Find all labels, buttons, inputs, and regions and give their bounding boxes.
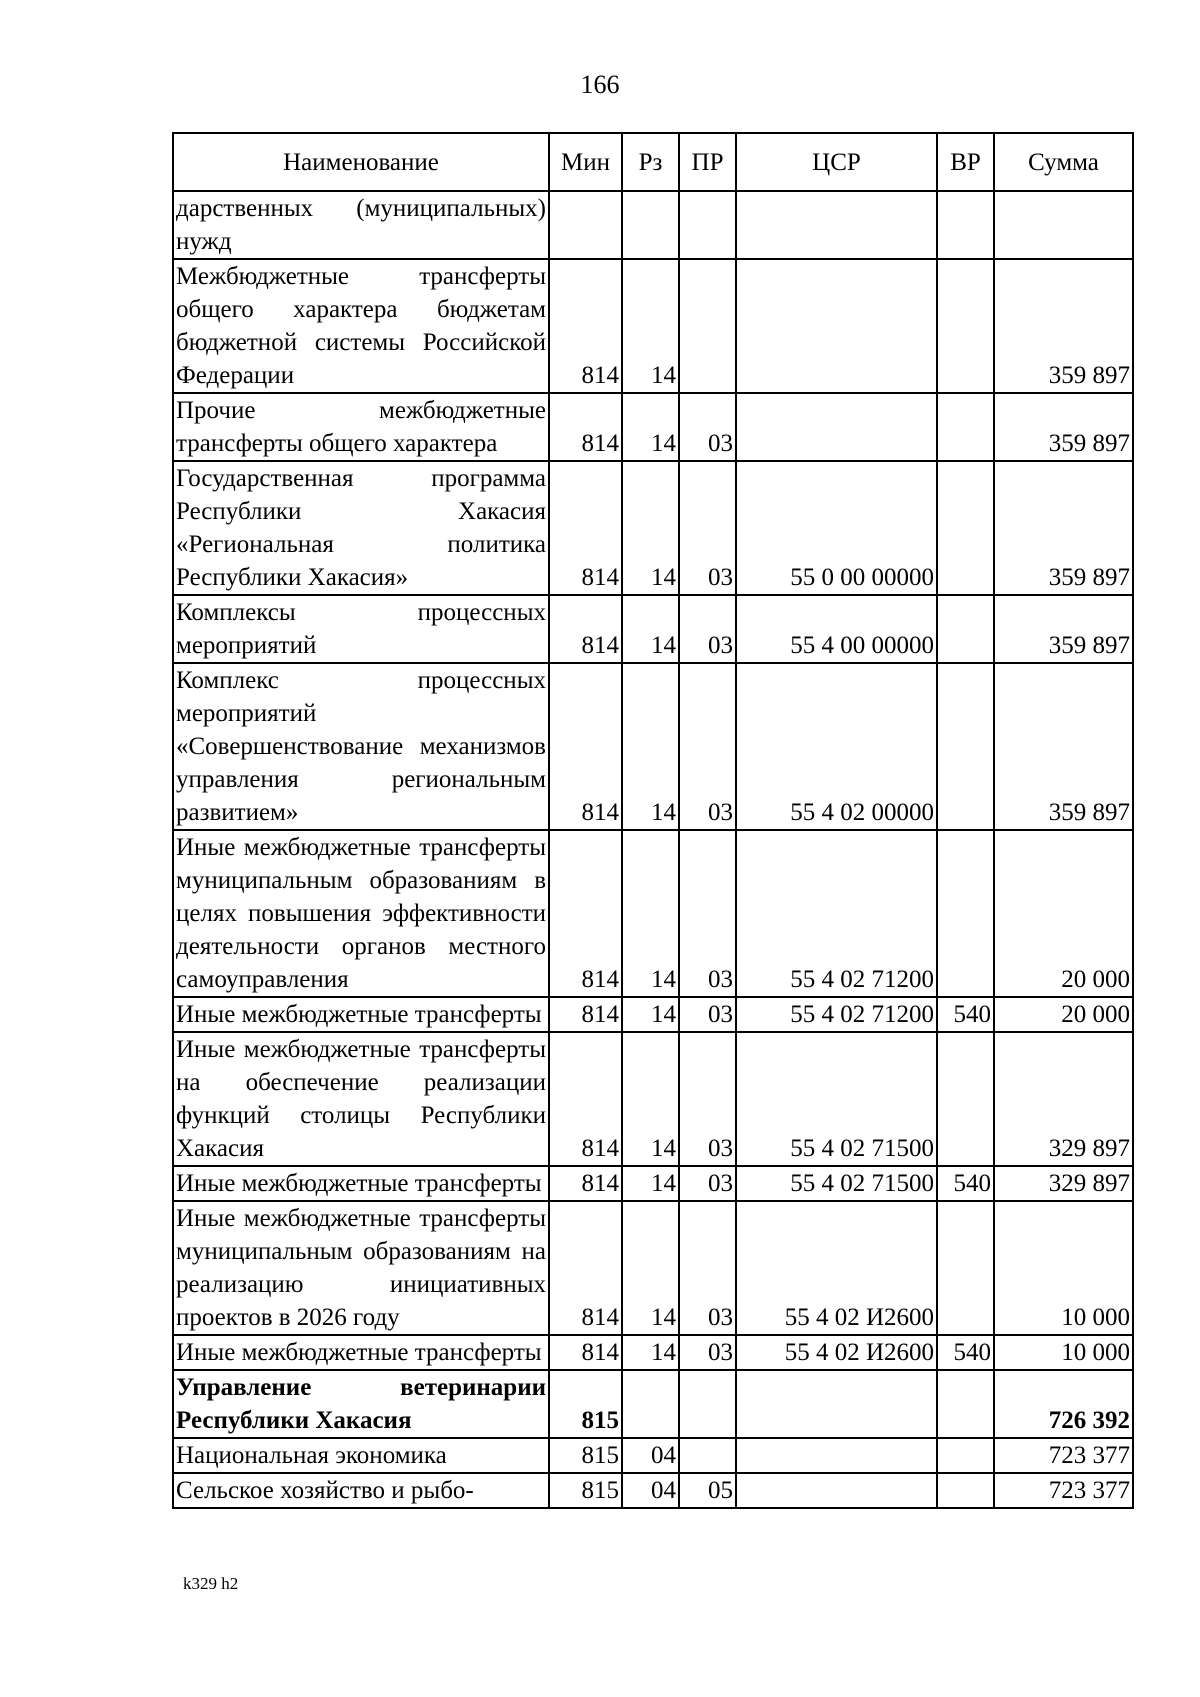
cell-name: Сельское хозяйство и рыбо-	[173, 1473, 549, 1508]
cell-pr: 03	[679, 461, 736, 595]
cell-rz: 14	[622, 830, 679, 997]
cell-min: 814	[549, 997, 622, 1032]
cell-min: 814	[549, 1335, 622, 1370]
table-row	[173, 393, 1133, 461]
cell-rz: 14	[622, 393, 679, 461]
table-header-row	[173, 133, 1133, 191]
cell-rz: 14	[622, 997, 679, 1032]
cell-pr: 03	[679, 393, 736, 461]
cell-csr: 55 4 02 71200	[736, 830, 937, 997]
cell-sum: 723 377	[994, 1438, 1133, 1473]
cell-vr	[937, 191, 994, 259]
header-min: Мин	[549, 133, 622, 191]
cell-sum: 359 897	[994, 259, 1133, 393]
cell-min: 814	[549, 1166, 622, 1201]
cell-rz: 14	[622, 259, 679, 393]
page-number: 166	[580, 70, 620, 99]
cell-csr: 55 4 02 И2600	[736, 1201, 937, 1335]
cell-name: Иные межбюджетные трансферты	[173, 997, 549, 1032]
cell-vr: 540	[937, 1335, 994, 1370]
cell-rz: 14	[622, 1201, 679, 1335]
table-row	[173, 595, 1133, 663]
table-row	[173, 1473, 1133, 1508]
cell-pr: 03	[679, 1201, 736, 1335]
cell-rz: 14	[622, 1166, 679, 1201]
table-row	[173, 997, 1133, 1032]
cell-rz: 14	[622, 663, 679, 830]
cell-min: 814	[549, 1032, 622, 1166]
cell-pr: 03	[679, 1335, 736, 1370]
cell-min: 815	[549, 1438, 622, 1473]
table-row	[173, 663, 1133, 830]
table-body	[173, 191, 1133, 1508]
cell-name: Иные межбюджетные трансферты муниципальным образованиям в целях повышения эффективности деятельности органов местного самоуправления	[173, 830, 549, 997]
cell-pr: 03	[679, 1032, 736, 1166]
cell-rz: 14	[622, 1032, 679, 1166]
cell-vr	[937, 393, 994, 461]
header-name: Наименование	[173, 133, 549, 191]
cell-min: 814	[549, 830, 622, 997]
cell-name: Национальная экономика	[173, 1438, 549, 1473]
cell-vr	[937, 461, 994, 595]
cell-sum: 329 897	[994, 1032, 1133, 1166]
cell-sum: 726 392	[994, 1370, 1133, 1438]
cell-sum: 20 000	[994, 997, 1133, 1032]
cell-name: Прочие межбюджетные трансферты общего характера	[173, 393, 549, 461]
cell-csr: 55 4 02 И2600	[736, 1335, 937, 1370]
cell-pr: 03	[679, 830, 736, 997]
cell-vr	[937, 1370, 994, 1438]
cell-min: 814	[549, 595, 622, 663]
cell-pr	[679, 1370, 736, 1438]
table-row	[173, 1166, 1133, 1201]
cell-vr	[937, 830, 994, 997]
cell-csr	[736, 393, 937, 461]
cell-name: Иные межбюджетные трансферты на обеспечение реализации функций столицы Республики Хакасия	[173, 1032, 549, 1166]
cell-vr: 540	[937, 1166, 994, 1201]
cell-sum: 329 897	[994, 1166, 1133, 1201]
cell-min: 814	[549, 461, 622, 595]
header-vr: ВР	[937, 133, 994, 191]
cell-pr: 03	[679, 1166, 736, 1201]
table-row	[173, 1201, 1133, 1335]
table-row	[173, 461, 1133, 595]
table-row	[173, 1335, 1133, 1370]
cell-name: Государственная программа Республики Хакасия «Региональная политика Республики Хакасия»	[173, 461, 549, 595]
cell-name: Управление ветеринарии Республики Хакасия	[173, 1370, 549, 1438]
cell-csr	[736, 259, 937, 393]
cell-min: 814	[549, 1201, 622, 1335]
cell-csr	[736, 191, 937, 259]
cell-pr: 03	[679, 595, 736, 663]
cell-name: Иные межбюджетные трансферты	[173, 1166, 549, 1201]
cell-csr	[736, 1473, 937, 1508]
cell-name: Межбюджетные трансферты общего характера бюджетам бюджетной системы Российской Федерации	[173, 259, 549, 393]
footer-code: k329 h2	[183, 1574, 239, 1593]
cell-rz: 04	[622, 1438, 679, 1473]
cell-csr: 55 4 02 71500	[736, 1032, 937, 1166]
table-row	[173, 1370, 1133, 1438]
cell-vr: 540	[937, 997, 994, 1032]
cell-min: 814	[549, 393, 622, 461]
cell-min: 814	[549, 259, 622, 393]
cell-csr: 55 4 02 71200	[736, 997, 937, 1032]
cell-sum: 10 000	[994, 1335, 1133, 1370]
cell-csr: 55 4 02 71500	[736, 1166, 937, 1201]
table-row	[173, 259, 1133, 393]
cell-sum: 10 000	[994, 1201, 1133, 1335]
cell-vr	[937, 595, 994, 663]
cell-csr: 55 4 02 00000	[736, 663, 937, 830]
cell-min: 815	[549, 1473, 622, 1508]
cell-name: Иные межбюджетные трансферты муниципальным образованиям на реализацию инициативных проектов в 2026 году	[173, 1201, 549, 1335]
cell-csr	[736, 1438, 937, 1473]
cell-sum: 359 897	[994, 663, 1133, 830]
cell-name: дарственных (муниципальных) нужд	[173, 191, 549, 259]
cell-name: Иные межбюджетные трансферты	[173, 1335, 549, 1370]
cell-sum	[994, 191, 1133, 259]
cell-sum: 359 897	[994, 461, 1133, 595]
cell-rz: 14	[622, 1335, 679, 1370]
cell-vr	[937, 1201, 994, 1335]
cell-min: 814	[549, 663, 622, 830]
cell-vr	[937, 1032, 994, 1166]
cell-rz	[622, 1370, 679, 1438]
header-sum: Сумма	[994, 133, 1133, 191]
header-rz: Рз	[622, 133, 679, 191]
table-row	[173, 1438, 1133, 1473]
table-row	[173, 1032, 1133, 1166]
cell-sum: 723 377	[994, 1473, 1133, 1508]
cell-pr: 03	[679, 663, 736, 830]
cell-rz	[622, 191, 679, 259]
cell-min: 815	[549, 1370, 622, 1438]
cell-sum: 20 000	[994, 830, 1133, 997]
cell-vr	[937, 1473, 994, 1508]
cell-rz: 14	[622, 595, 679, 663]
cell-sum: 359 897	[994, 595, 1133, 663]
cell-min	[549, 191, 622, 259]
table-row	[173, 830, 1133, 997]
cell-vr	[937, 663, 994, 830]
cell-name: Комплекс процессных мероприятий «Совершенствование механизмов управления региональным развитием»	[173, 663, 549, 830]
cell-pr	[679, 1438, 736, 1473]
cell-rz: 14	[622, 461, 679, 595]
cell-pr	[679, 191, 736, 259]
cell-pr: 05	[679, 1473, 736, 1508]
cell-csr: 55 0 00 00000	[736, 461, 937, 595]
table-row	[173, 191, 1133, 259]
cell-csr: 55 4 00 00000	[736, 595, 937, 663]
header-pr: ПР	[679, 133, 736, 191]
cell-vr	[937, 1438, 994, 1473]
budget-table	[172, 132, 1134, 1509]
cell-csr	[736, 1370, 937, 1438]
cell-pr	[679, 259, 736, 393]
header-csr: ЦСР	[736, 133, 937, 191]
cell-sum: 359 897	[994, 393, 1133, 461]
cell-rz: 04	[622, 1473, 679, 1508]
cell-name: Комплексы процессных мероприятий	[173, 595, 549, 663]
cell-pr: 03	[679, 997, 736, 1032]
cell-vr	[937, 259, 994, 393]
